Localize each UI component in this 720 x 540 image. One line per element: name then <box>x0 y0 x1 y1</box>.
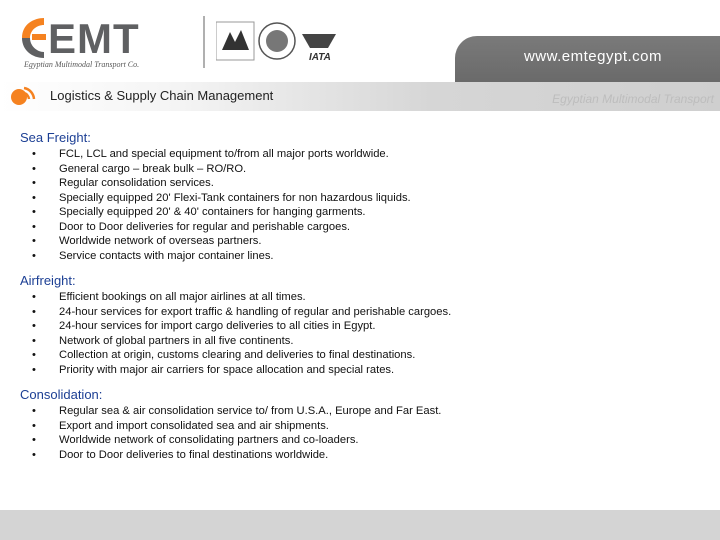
website-link[interactable]: www.emtegypt.com <box>523 48 662 65</box>
page-title: Logistics & Supply Chain Management <box>50 88 274 103</box>
logo-wordmark: EMT <box>48 16 140 58</box>
list-item: • Regular sea & air consolidation service to/ from U.S.A., Europe and Far East. <box>32 404 710 419</box>
list-item: • Collection at origin, customs clearing and deliveries to final destinations. <box>32 348 710 363</box>
section-header-bar <box>0 82 720 111</box>
list-item: • Door to Door deliveries to final destinations worldwide. <box>32 448 710 463</box>
section-sea-freight <box>20 130 710 263</box>
list-item: • General cargo – break bulk – RO/RO. <box>32 162 710 177</box>
emt-logo-icon <box>20 16 190 58</box>
bullet-list <box>20 147 710 263</box>
list-item: • FCL, LCL and special equipment to/from all major ports worldwide. <box>32 147 710 162</box>
list-item: • Efficient bookings on all major airlines at all times. <box>32 290 710 305</box>
watermark-text: Egyptian Multimodal Transport <box>552 92 714 106</box>
section-heading: Consolidation: <box>20 387 103 402</box>
website-tab <box>455 36 720 82</box>
list-item: • Priority with major air carriers for space allocation and special rates. <box>32 363 710 378</box>
list-item: • 24-hour services for import cargo deliveries to all cities in Egypt. <box>32 319 710 334</box>
logo-tagline: Egyptian Multimodal Transport Co. <box>24 60 140 69</box>
company-logo <box>20 12 331 72</box>
section-heading: Airfreight: <box>20 273 76 288</box>
fiata-badge-icon <box>216 22 254 60</box>
bullet-list <box>20 290 710 377</box>
section-airfreight <box>20 273 710 377</box>
footer-bar <box>0 510 720 540</box>
list-item: • Specially equipped 20' Flexi-Tank containers for non hazardous liquids. <box>32 191 710 206</box>
seal-center <box>266 30 288 52</box>
list-item: • Specially equipped 20' & 40' containers for hanging garments. <box>32 205 710 220</box>
list-item: • Worldwide network of consolidating partners and co-loaders. <box>32 433 710 448</box>
iata-label: IATA <box>309 52 331 63</box>
list-item: • 24-hour services for export traffic & handling of regular and perishable cargoes. <box>32 305 710 320</box>
list-item: • Export and import consolidated sea and air shipments. <box>32 419 710 434</box>
logo-divider <box>203 16 205 68</box>
logo-dash <box>32 34 46 40</box>
partner-badges <box>216 20 341 64</box>
section-heading: Sea Freight: <box>20 130 91 145</box>
list-item: • Door to Door deliveries for regular and perishable cargoes. <box>32 220 710 235</box>
bullet-list <box>20 404 710 462</box>
list-item: • Service contacts with major container lines. <box>32 249 710 264</box>
rss-bullet-icon <box>10 85 36 107</box>
list-item: • Regular consolidation services. <box>32 176 710 191</box>
logo-swoosh-bottom <box>22 38 44 58</box>
list-item: • Worldwide network of overseas partners. <box>32 234 710 249</box>
main-content <box>20 130 710 472</box>
iata-wing-icon <box>302 34 336 48</box>
list-item: • Network of global partners in all five continents. <box>32 334 710 349</box>
section-consolidation <box>20 387 710 462</box>
